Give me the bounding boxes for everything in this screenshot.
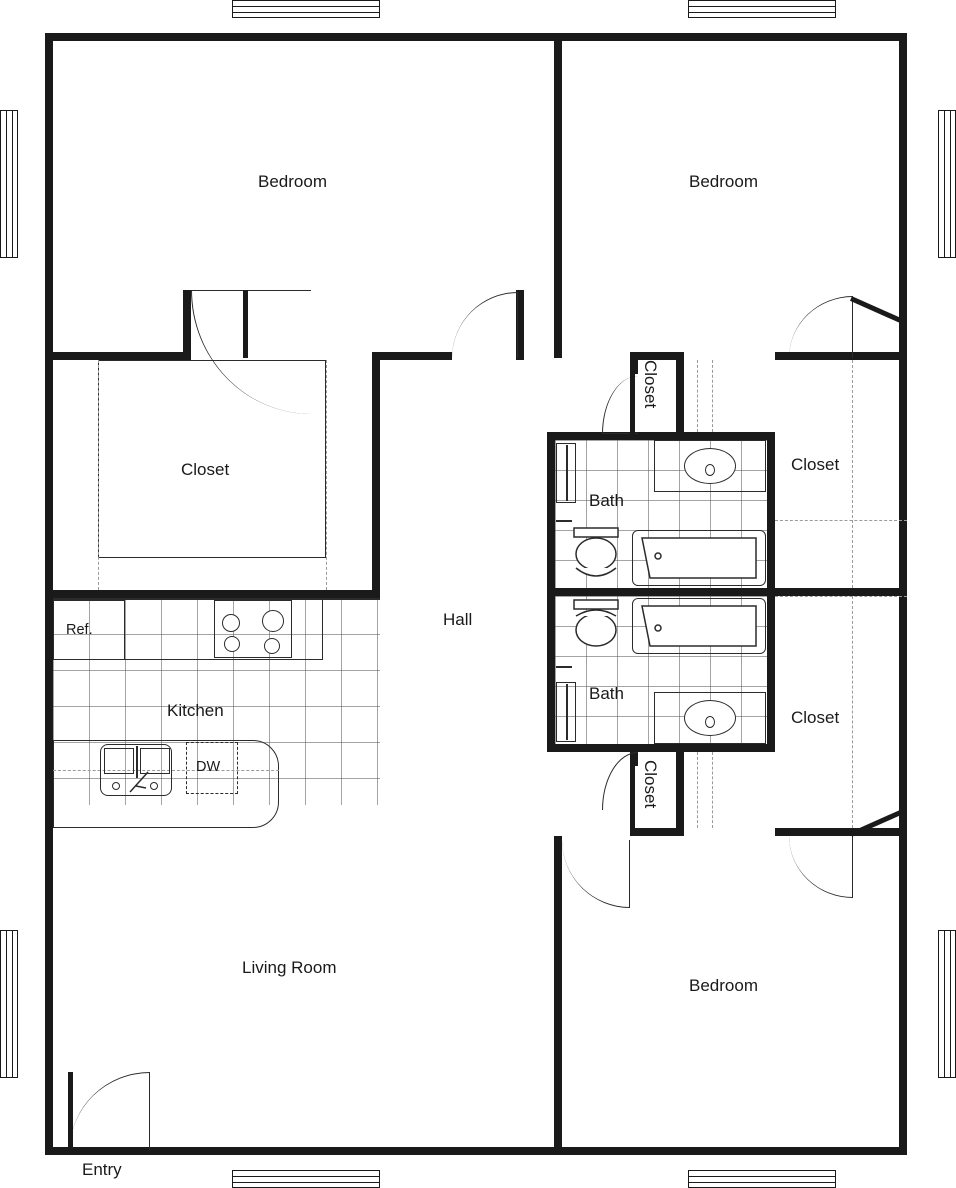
closet-hall-lower-label: Closet: [641, 760, 660, 809]
wall-exterior-bottom: [45, 1147, 907, 1155]
sink-drain-left: [112, 782, 120, 790]
bath-upper-sink-drain: [705, 464, 715, 476]
door-bedroom-bottom-hall: [562, 840, 630, 908]
wall-hall-closet-upper-top: [630, 352, 684, 360]
wall-bath-block-bottom: [547, 744, 775, 752]
window-bottom-right: [688, 1170, 836, 1188]
door-entry: [70, 1072, 150, 1150]
burner-4: [264, 638, 280, 654]
window-top-right: [688, 0, 836, 18]
burner-3: [224, 636, 240, 652]
closet-right-lower-dash: [775, 596, 907, 597]
wall-hall-right-upper: [554, 836, 562, 1147]
kitchen-label: Kitchen: [167, 701, 224, 720]
window-right-upper: [938, 110, 956, 258]
door-hall-top: [452, 292, 518, 358]
closet-hall-upper-label: Closet: [641, 360, 660, 409]
wall-closet-left-bottom: [45, 590, 380, 598]
wall-right-lower-closet-bot: [775, 828, 907, 836]
bath-upper-towel-bar: [556, 520, 572, 522]
bedroom-top-right-label: Bedroom: [689, 172, 758, 191]
closet-left-dash-right: [326, 360, 327, 590]
wall-hall-closet-upper-right: [676, 352, 684, 436]
closet-left-label: Closet: [181, 460, 230, 479]
wall-exterior-top-right: [554, 33, 907, 41]
door-leaf-entry: [68, 1072, 73, 1148]
living-room-label: Living Room: [242, 958, 337, 977]
burner-2: [262, 610, 284, 632]
sink-faucet-icon: [126, 770, 156, 796]
door-bedroom-top-right: [789, 296, 853, 358]
door-bedroom-bottom-right: [789, 836, 853, 898]
wall-closet-left-right: [372, 352, 380, 598]
bedroom-tr-dash-left: [697, 360, 698, 432]
wall-bath-divider: [547, 588, 775, 596]
bedroom-br-dash-left: [697, 752, 698, 828]
door-leaf-bedroom-top-right: [850, 296, 903, 323]
bath-lower-towel-bar: [556, 666, 572, 668]
bath-upper-shower-line: [566, 445, 568, 501]
burner-1: [222, 614, 240, 632]
bath-upper-tub-basin: [636, 534, 762, 582]
wall-hall-closet-upper-left: [630, 360, 638, 374]
bath-lower-label: Bath: [589, 684, 624, 703]
bath-lower-toilet-icon: [572, 600, 624, 658]
window-left-lower: [0, 930, 18, 1078]
bath-upper-toilet-icon: [572, 528, 624, 586]
hall-label: Hall: [443, 610, 473, 629]
wall-hall-closet-lower-bottom: [630, 828, 684, 836]
closet-right-lower-label: Closet: [791, 708, 840, 727]
wall-bath-block-top: [547, 432, 775, 440]
wall-right-mid-closet: [775, 588, 907, 596]
bath-lower-shower-line: [566, 684, 568, 740]
dishwasher-label: DW: [196, 759, 221, 775]
wall-hall-closet-lower-right: [676, 752, 684, 836]
window-right-lower: [938, 930, 956, 1078]
refrigerator-label: Ref.: [66, 622, 93, 638]
window-top-left: [232, 0, 380, 18]
wall-exterior-top-left: [45, 33, 562, 41]
bedroom-tr-dash-left2: [712, 360, 713, 432]
door-leaf-bedroom-top-left: [243, 290, 248, 358]
window-bottom-left: [232, 1170, 380, 1188]
closet-right-upper-dash-v: [852, 360, 853, 588]
closet-left-dash-left: [98, 360, 99, 590]
bedroom-bottom-right-label: Bedroom: [689, 976, 758, 995]
bedroom-br-dash-left2: [712, 752, 713, 828]
wall-bedroom-tl-jamb: [183, 290, 191, 360]
closet-right-upper-dash: [775, 520, 907, 521]
wall-spine-top: [554, 33, 562, 358]
window-left-upper: [0, 110, 18, 258]
wall-hall-top-stub: [444, 352, 452, 360]
closet-right-upper-label: Closet: [791, 455, 840, 474]
wall-bedroom-tl-bottom-b: [372, 352, 452, 360]
bath-upper-label: Bath: [589, 491, 624, 510]
bath-lower-sink-drain: [705, 716, 715, 728]
entry-label: Entry: [82, 1160, 122, 1179]
door-leaf-closet-hall-lower: [630, 766, 635, 828]
bath-lower-tub-basin: [636, 602, 762, 650]
wall-bedroom-tl-bottom-a: [45, 352, 191, 360]
bedroom-top-left-label: Bedroom: [258, 172, 327, 191]
closet-right-lower-dash-v: [852, 596, 853, 828]
door-leaf-closet-hall-upper: [630, 374, 635, 436]
closet-left-shelf: [98, 360, 326, 558]
